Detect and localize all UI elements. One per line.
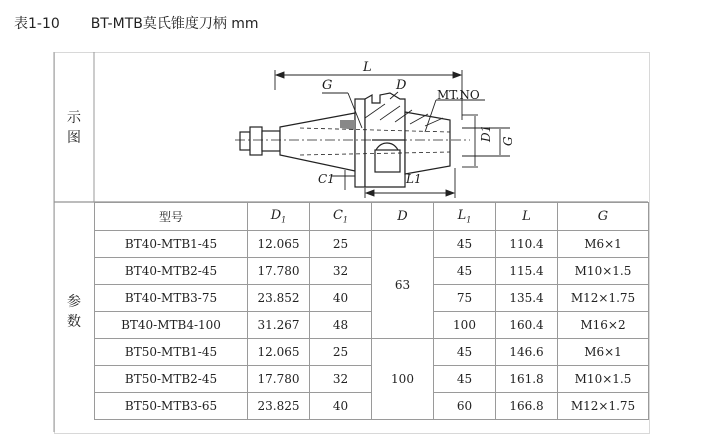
label-L1: L1 bbox=[406, 172, 422, 186]
cell-l: 115.4 bbox=[496, 258, 558, 285]
label-D1: D1 bbox=[479, 124, 493, 142]
cell-model: BT50-MTB3-65 bbox=[95, 393, 248, 420]
cell-c1: 40 bbox=[310, 285, 372, 312]
header-l: L bbox=[496, 203, 558, 231]
header-l1: $L_1$ bbox=[434, 203, 496, 231]
cell-g: M10×1.5 bbox=[558, 366, 649, 393]
cell-d1: 23.825 bbox=[248, 393, 310, 420]
label-D-top: D bbox=[396, 78, 407, 93]
cell-l: 146.6 bbox=[496, 339, 558, 366]
cell-g: M6×1 bbox=[558, 231, 649, 258]
cell-g: M12×1.75 bbox=[558, 285, 649, 312]
cell-d1: 17.780 bbox=[248, 258, 310, 285]
table-header-row bbox=[95, 203, 649, 231]
cell-model: BT50-MTB1-45 bbox=[95, 339, 248, 366]
cell-c1: 32 bbox=[310, 366, 372, 393]
cell-l1: 75 bbox=[434, 285, 496, 312]
cell-c1: 48 bbox=[310, 312, 372, 339]
cell-d1: 31.267 bbox=[248, 312, 310, 339]
cell-model: BT40-MTB4-100 bbox=[95, 312, 248, 339]
diagram-section-label: 示 图 bbox=[67, 110, 81, 146]
cell-l: 110.4 bbox=[496, 231, 558, 258]
cell-d1: 17.780 bbox=[248, 366, 310, 393]
tool-holder-drawing bbox=[235, 93, 470, 187]
cell-l1: 45 bbox=[434, 231, 496, 258]
cell-l1: 45 bbox=[434, 366, 496, 393]
cell-l1: 45 bbox=[434, 339, 496, 366]
cell-d1: 12.065 bbox=[248, 339, 310, 366]
cell-c1: 40 bbox=[310, 393, 372, 420]
cell-g: M16×2 bbox=[558, 312, 649, 339]
label-mtno: MT.NO bbox=[437, 88, 480, 102]
parameter-table bbox=[94, 202, 649, 420]
label-G-right: G bbox=[501, 136, 515, 146]
header-c1: $C_1$ bbox=[310, 203, 372, 231]
cell-g: M12×1.75 bbox=[558, 393, 649, 420]
cell-model: BT50-MTB2-45 bbox=[95, 366, 248, 393]
cell-l: 161.8 bbox=[496, 366, 558, 393]
caption-number: 表1-10 bbox=[14, 16, 60, 32]
cell-l1: 100 bbox=[434, 312, 496, 339]
header-d: D bbox=[372, 203, 434, 231]
cell-model: BT40-MTB3-75 bbox=[95, 285, 248, 312]
cell-l: 166.8 bbox=[496, 393, 558, 420]
label-C1: C1 bbox=[318, 172, 335, 186]
cell-l1: 45 bbox=[434, 258, 496, 285]
caption-title: BT-MTB莫氏锥度刀柄 mm bbox=[90, 16, 259, 32]
cell-c1: 25 bbox=[310, 231, 372, 258]
table-row bbox=[95, 339, 649, 366]
cell-model: BT40-MTB2-45 bbox=[95, 258, 248, 285]
cell-d1: 23.852 bbox=[248, 285, 310, 312]
header-g: G bbox=[558, 203, 649, 231]
cell-g: M10×1.5 bbox=[558, 258, 649, 285]
cell-c1: 25 bbox=[310, 339, 372, 366]
cell-d1: 12.065 bbox=[248, 231, 310, 258]
cell-model: BT40-MTB1-45 bbox=[95, 231, 248, 258]
params-section-label: 参 数 bbox=[67, 294, 81, 330]
table-row bbox=[95, 231, 649, 258]
cell-d-group: 100 bbox=[372, 339, 434, 420]
cell-l: 135.4 bbox=[496, 285, 558, 312]
label-L: L bbox=[363, 60, 372, 75]
cell-c1: 32 bbox=[310, 258, 372, 285]
cell-l: 160.4 bbox=[496, 312, 558, 339]
label-G-top: G bbox=[322, 78, 333, 93]
cell-d-group: 63 bbox=[372, 231, 434, 339]
header-model: 型号 bbox=[95, 203, 248, 231]
cell-g: M6×1 bbox=[558, 339, 649, 366]
cell-l1: 60 bbox=[434, 393, 496, 420]
header-d1: $D_1$ bbox=[248, 203, 310, 231]
